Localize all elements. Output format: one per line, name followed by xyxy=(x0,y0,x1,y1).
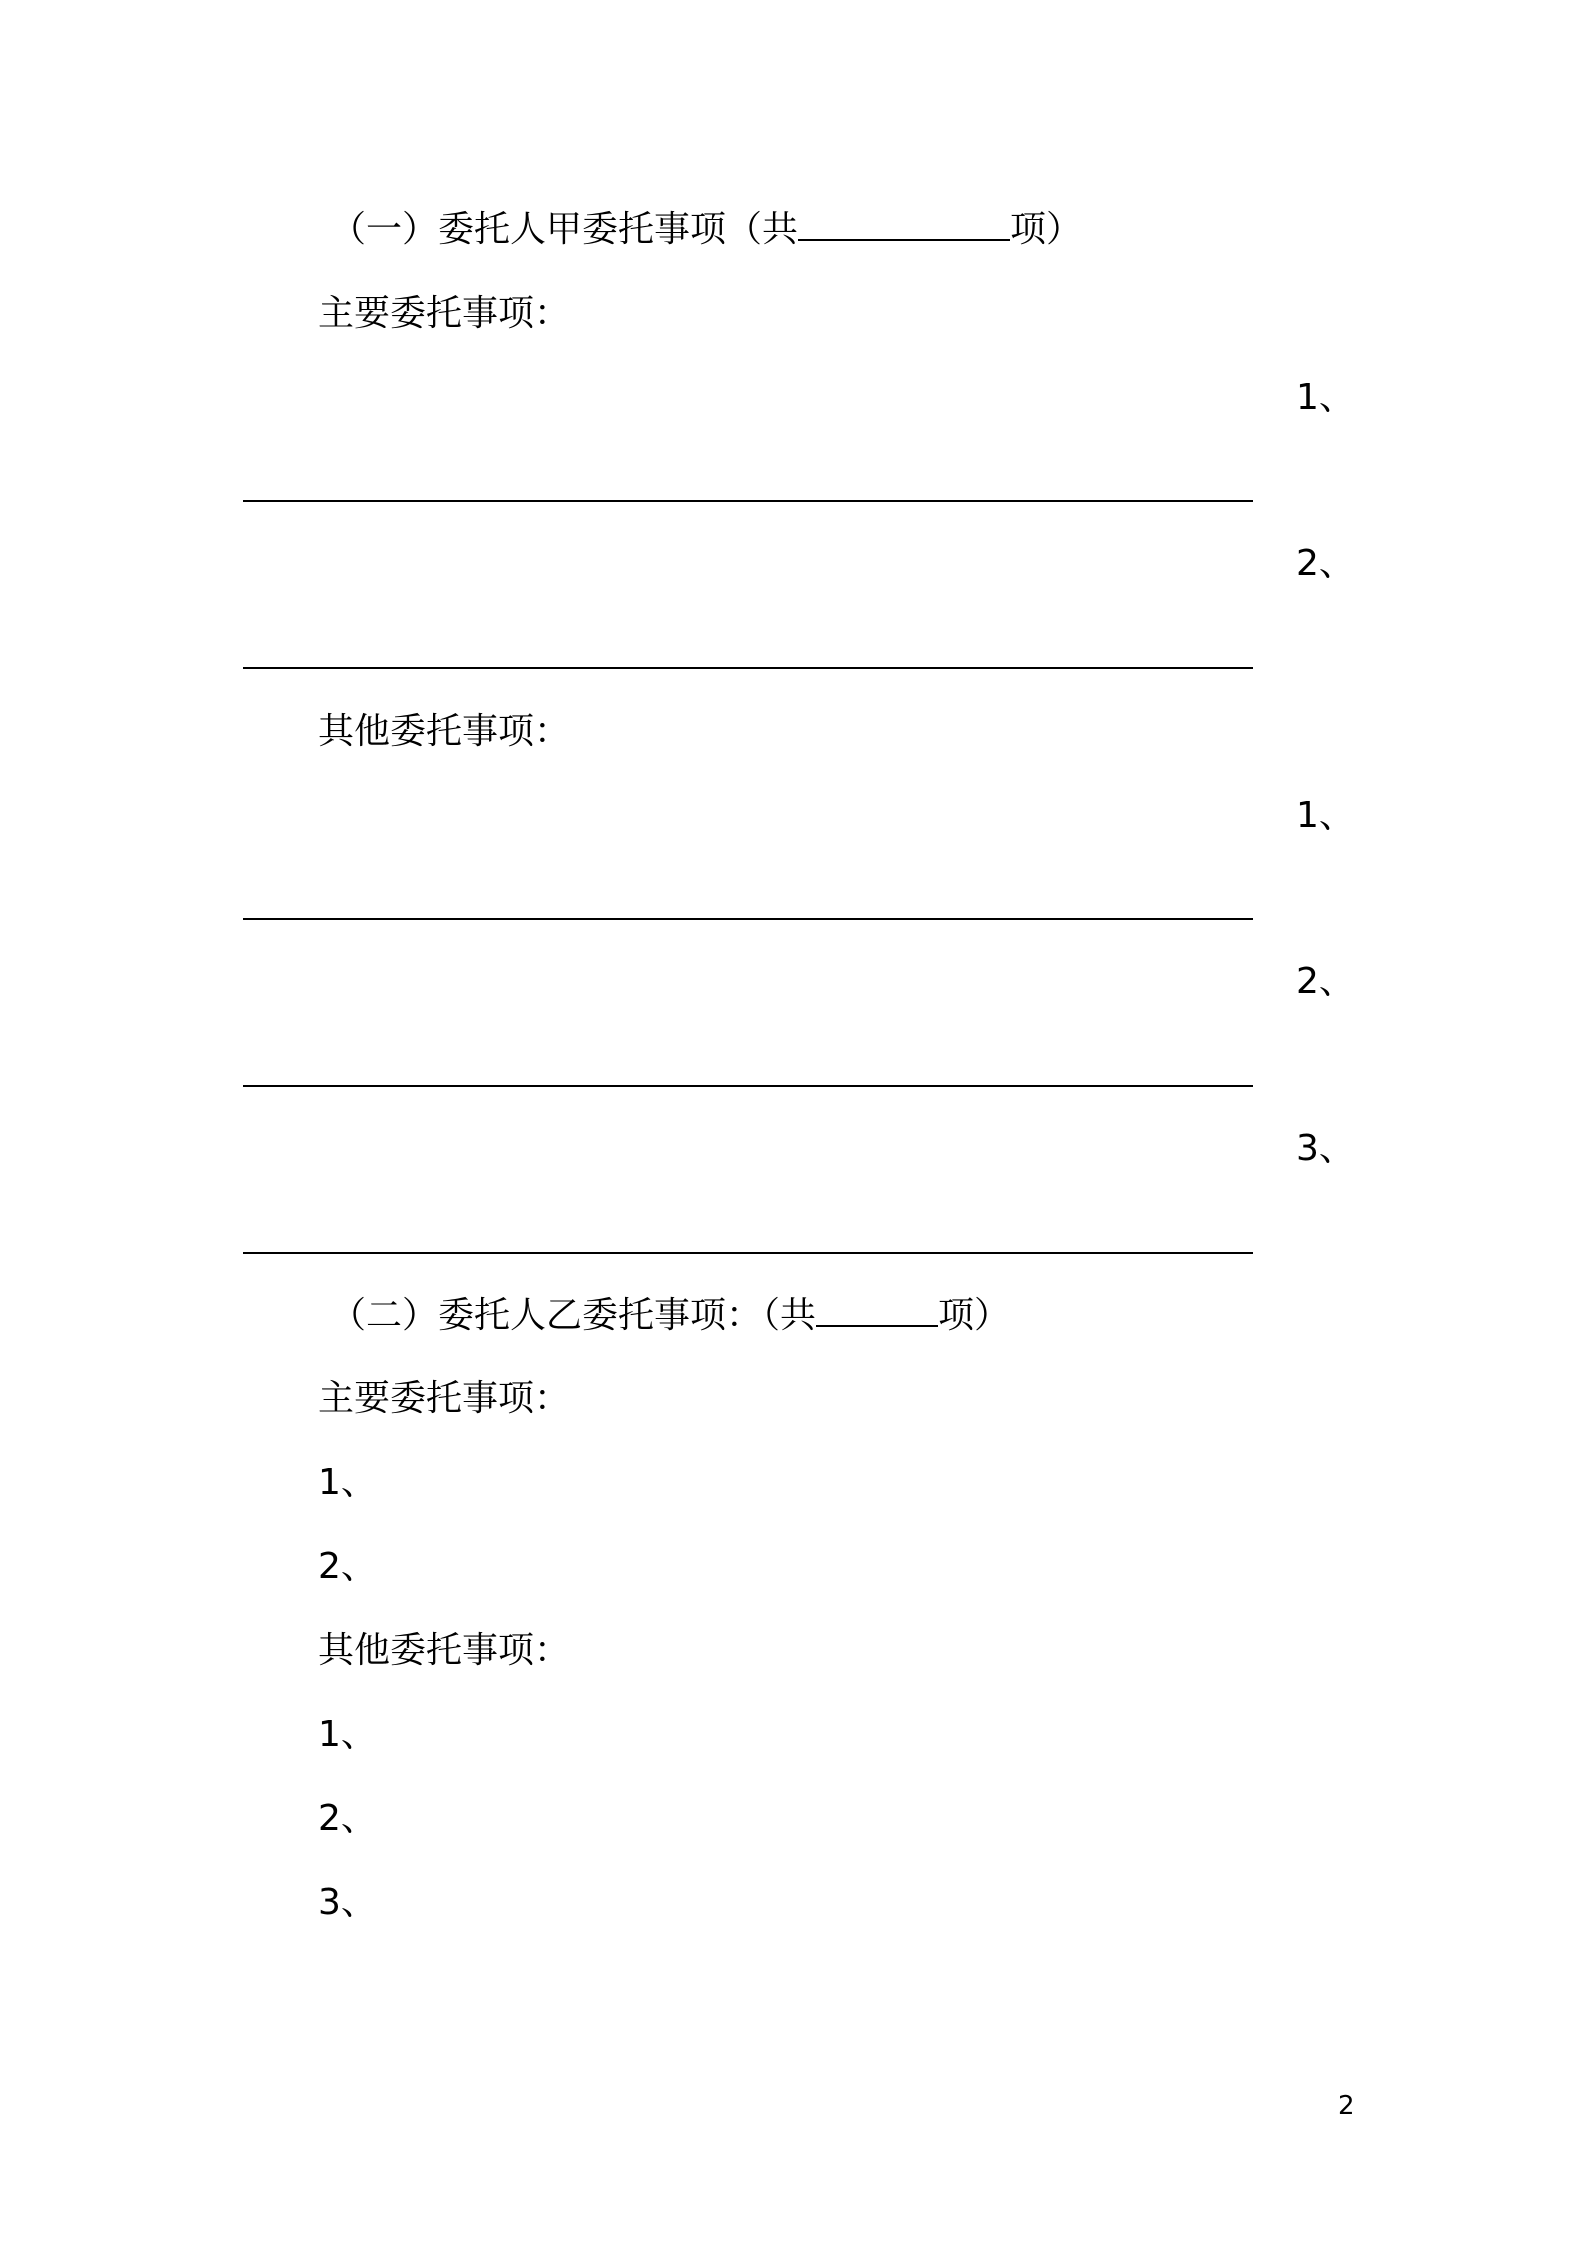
section-b-heading xyxy=(330,1294,1010,1338)
section-a-main-item-2-number: 2、 xyxy=(1296,543,1355,584)
section-a-main-item-1-blank[interactable] xyxy=(243,500,1253,502)
section-a-other-item-1-number: 1、 xyxy=(1296,795,1355,836)
section-b-main-item-1: 1、 xyxy=(318,1462,377,1503)
section-b-count-blank[interactable] xyxy=(816,1295,938,1327)
section-a-other-item-1-blank[interactable] xyxy=(243,918,1253,920)
section-b-heading-prefix: （二）委托人乙委托事项：（共 xyxy=(330,1295,817,1336)
section-b-other-label: 其他委托事项： xyxy=(318,1630,571,1671)
section-a-heading xyxy=(330,208,1082,252)
section-a-main-item-1-number: 1、 xyxy=(1296,377,1355,418)
section-b-main-item-2: 2、 xyxy=(318,1546,377,1587)
section-b-main-label: 主要委托事项： xyxy=(318,1378,571,1419)
section-b-other-item-3: 3、 xyxy=(318,1882,377,1923)
section-a-other-item-3-blank[interactable] xyxy=(243,1252,1253,1254)
section-a-other-item-2-number: 2、 xyxy=(1296,961,1355,1002)
section-b-heading-suffix: 项） xyxy=(938,1295,1011,1336)
section-a-heading-suffix: 项） xyxy=(1010,209,1083,250)
section-a-count-blank[interactable] xyxy=(798,209,1010,241)
section-b-other-item-2: 2、 xyxy=(318,1798,377,1839)
section-a-other-label: 其他委托事项： xyxy=(318,711,571,752)
section-a-other-item-3-number: 3、 xyxy=(1296,1128,1355,1169)
section-b-other-item-1: 1、 xyxy=(318,1714,377,1755)
page-number: 2 xyxy=(1338,2091,1355,2121)
section-a-heading-prefix: （一）委托人甲委托事项（共 xyxy=(330,209,799,250)
section-a-main-label: 主要委托事项： xyxy=(318,293,571,334)
section-a-other-item-2-blank[interactable] xyxy=(243,1085,1253,1087)
section-a-main-item-2-blank[interactable] xyxy=(243,667,1253,669)
